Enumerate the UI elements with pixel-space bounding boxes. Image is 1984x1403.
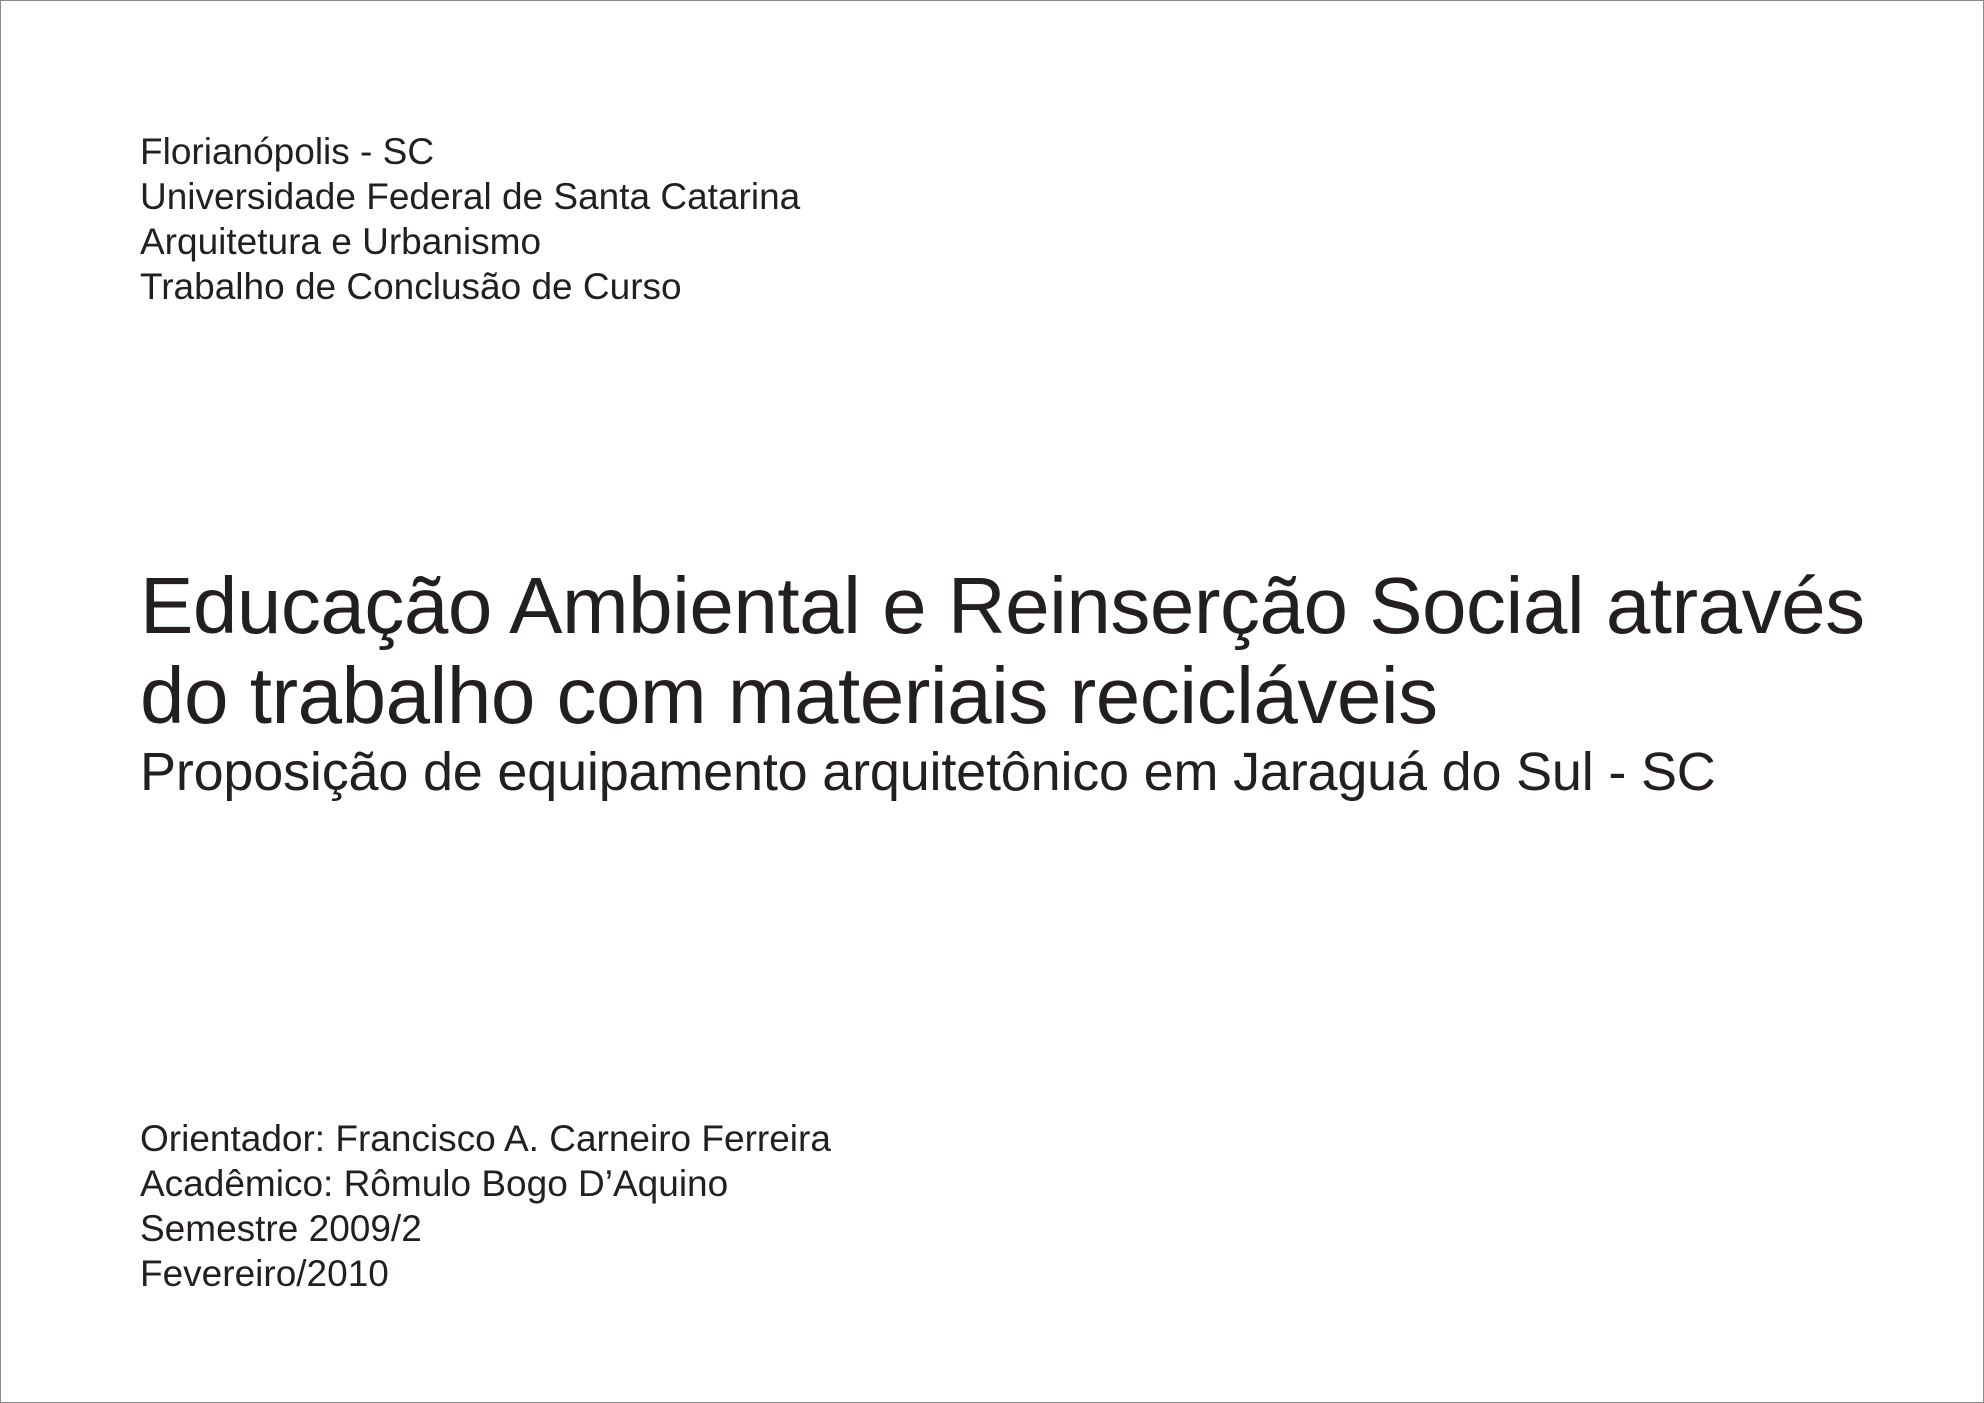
subtitle: Proposição de equipamento arquitetônico em Jaraguá do Sul - SC	[140, 742, 1716, 802]
course-line: Arquitetura e Urbanismo	[140, 221, 542, 262]
title-block	[140, 561, 1865, 803]
advisor-line: Orientador: Francisco A. Carneiro Ferreira	[140, 1118, 831, 1159]
title-line-1: Educação Ambiental e Reinserção Social através	[140, 561, 1865, 650]
title-line-2: do trabalho com materiais recicláveis	[140, 651, 1438, 740]
student-line: Acadêmico: Rômulo Bogo D’Aquino	[140, 1163, 729, 1204]
work-type-line: Trabalho de Conclusão de Curso	[140, 266, 682, 307]
date-line: Fevereiro/2010	[140, 1253, 389, 1294]
semester-line: Semestre 2009/2	[140, 1208, 422, 1249]
institution-header	[140, 129, 800, 309]
city-line: Florianópolis - SC	[140, 131, 435, 172]
university-line: Universidade Federal de Santa Catarina	[140, 176, 801, 217]
credits-footer	[140, 1116, 831, 1296]
